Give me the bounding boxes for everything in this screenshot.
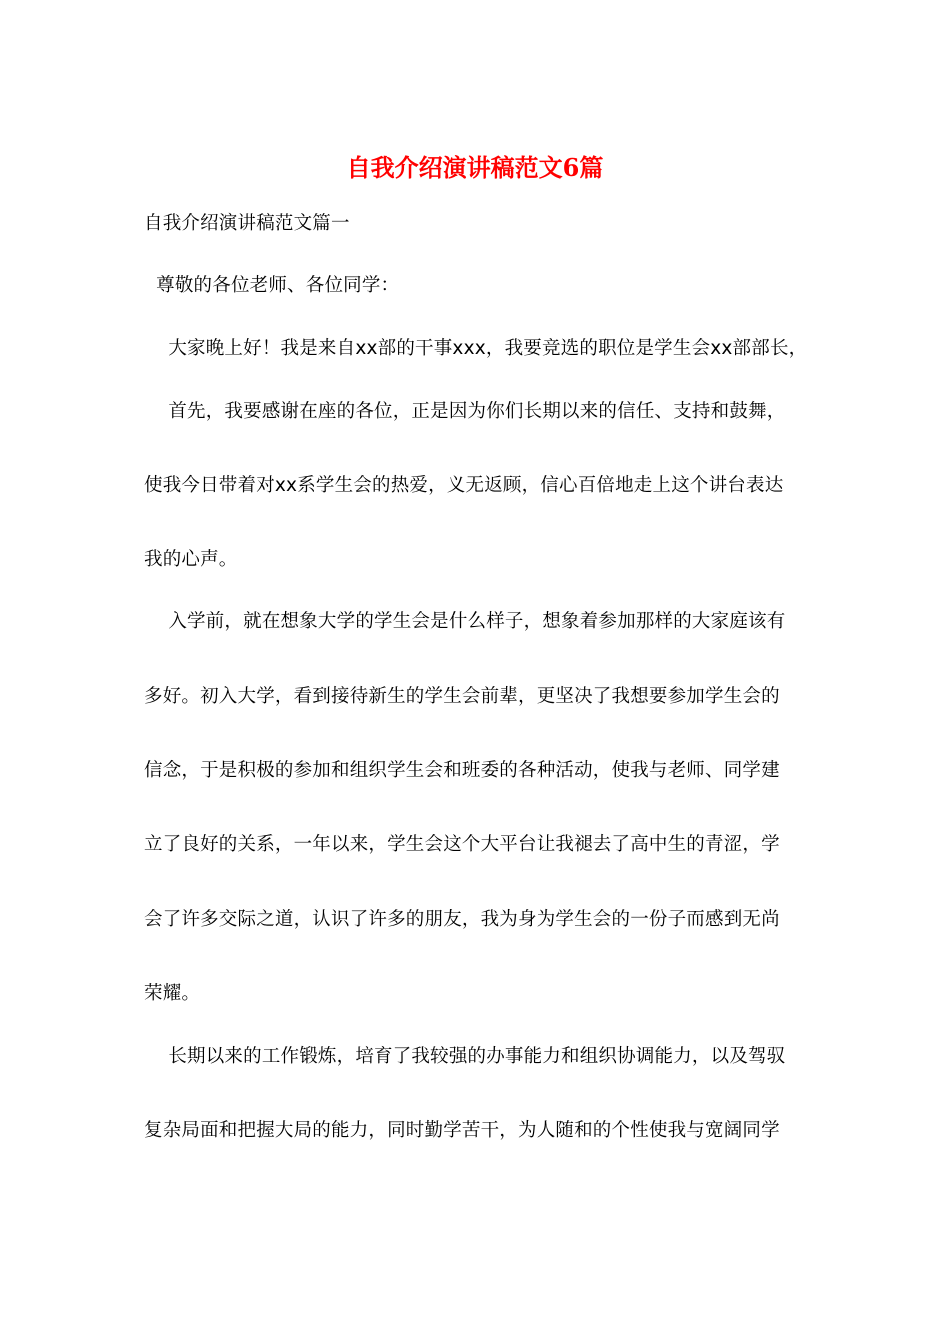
paragraph-line: 使我今日带着对xx系学生会的热爱，义无返顾，信心百倍地走上这个讲台表达 [144,475,784,496]
paragraph-line: 复杂局面和把握大局的能力，同时勤学苦干，为人随和的个性使我与宽阔同学 [144,1120,780,1141]
paragraph-line: 荣耀。 [144,983,201,1004]
paragraph-line: 入学前，就在想象大学的学生会是什么样子，想象着参加那样的大家庭该有 [144,611,786,632]
document-title: 自我介绍演讲稿范文6篇 [346,153,604,182]
paragraph-line: 信念，于是积极的参加和组织学生会和班委的各种活动，使我与老师、同学建 [144,760,780,781]
paragraph-line: 多好。初入大学，看到接待新生的学生会前辈，更坚决了我想要参加学生会的 [144,686,780,707]
salutation-line: 尊敬的各位老师、各位同学： [144,275,400,296]
paragraph-line: 会了许多交际之道，认识了许多的朋友，我为身为学生会的一份子而感到无尚 [144,909,780,930]
paragraph-line: 我的心声。 [144,549,238,570]
paragraph-line: 立了良好的关系，一年以来，学生会这个大平台让我褪去了高中生的青涩，学 [144,834,780,855]
paragraph-line: 长期以来的工作锻炼，培育了我较强的办事能力和组织协调能力，以及驾驭 [144,1046,786,1067]
section-heading: 自我介绍演讲稿范文篇一 [144,213,350,234]
paragraph-line: 首先，我要感谢在座的各位，正是因为你们长期以来的信任、支持和鼓舞， [144,401,786,422]
paragraph-line: 大家晚上好！我是来自xx部的干事xxx，我要竞选的职位是学生会xx部部长， [144,338,808,359]
